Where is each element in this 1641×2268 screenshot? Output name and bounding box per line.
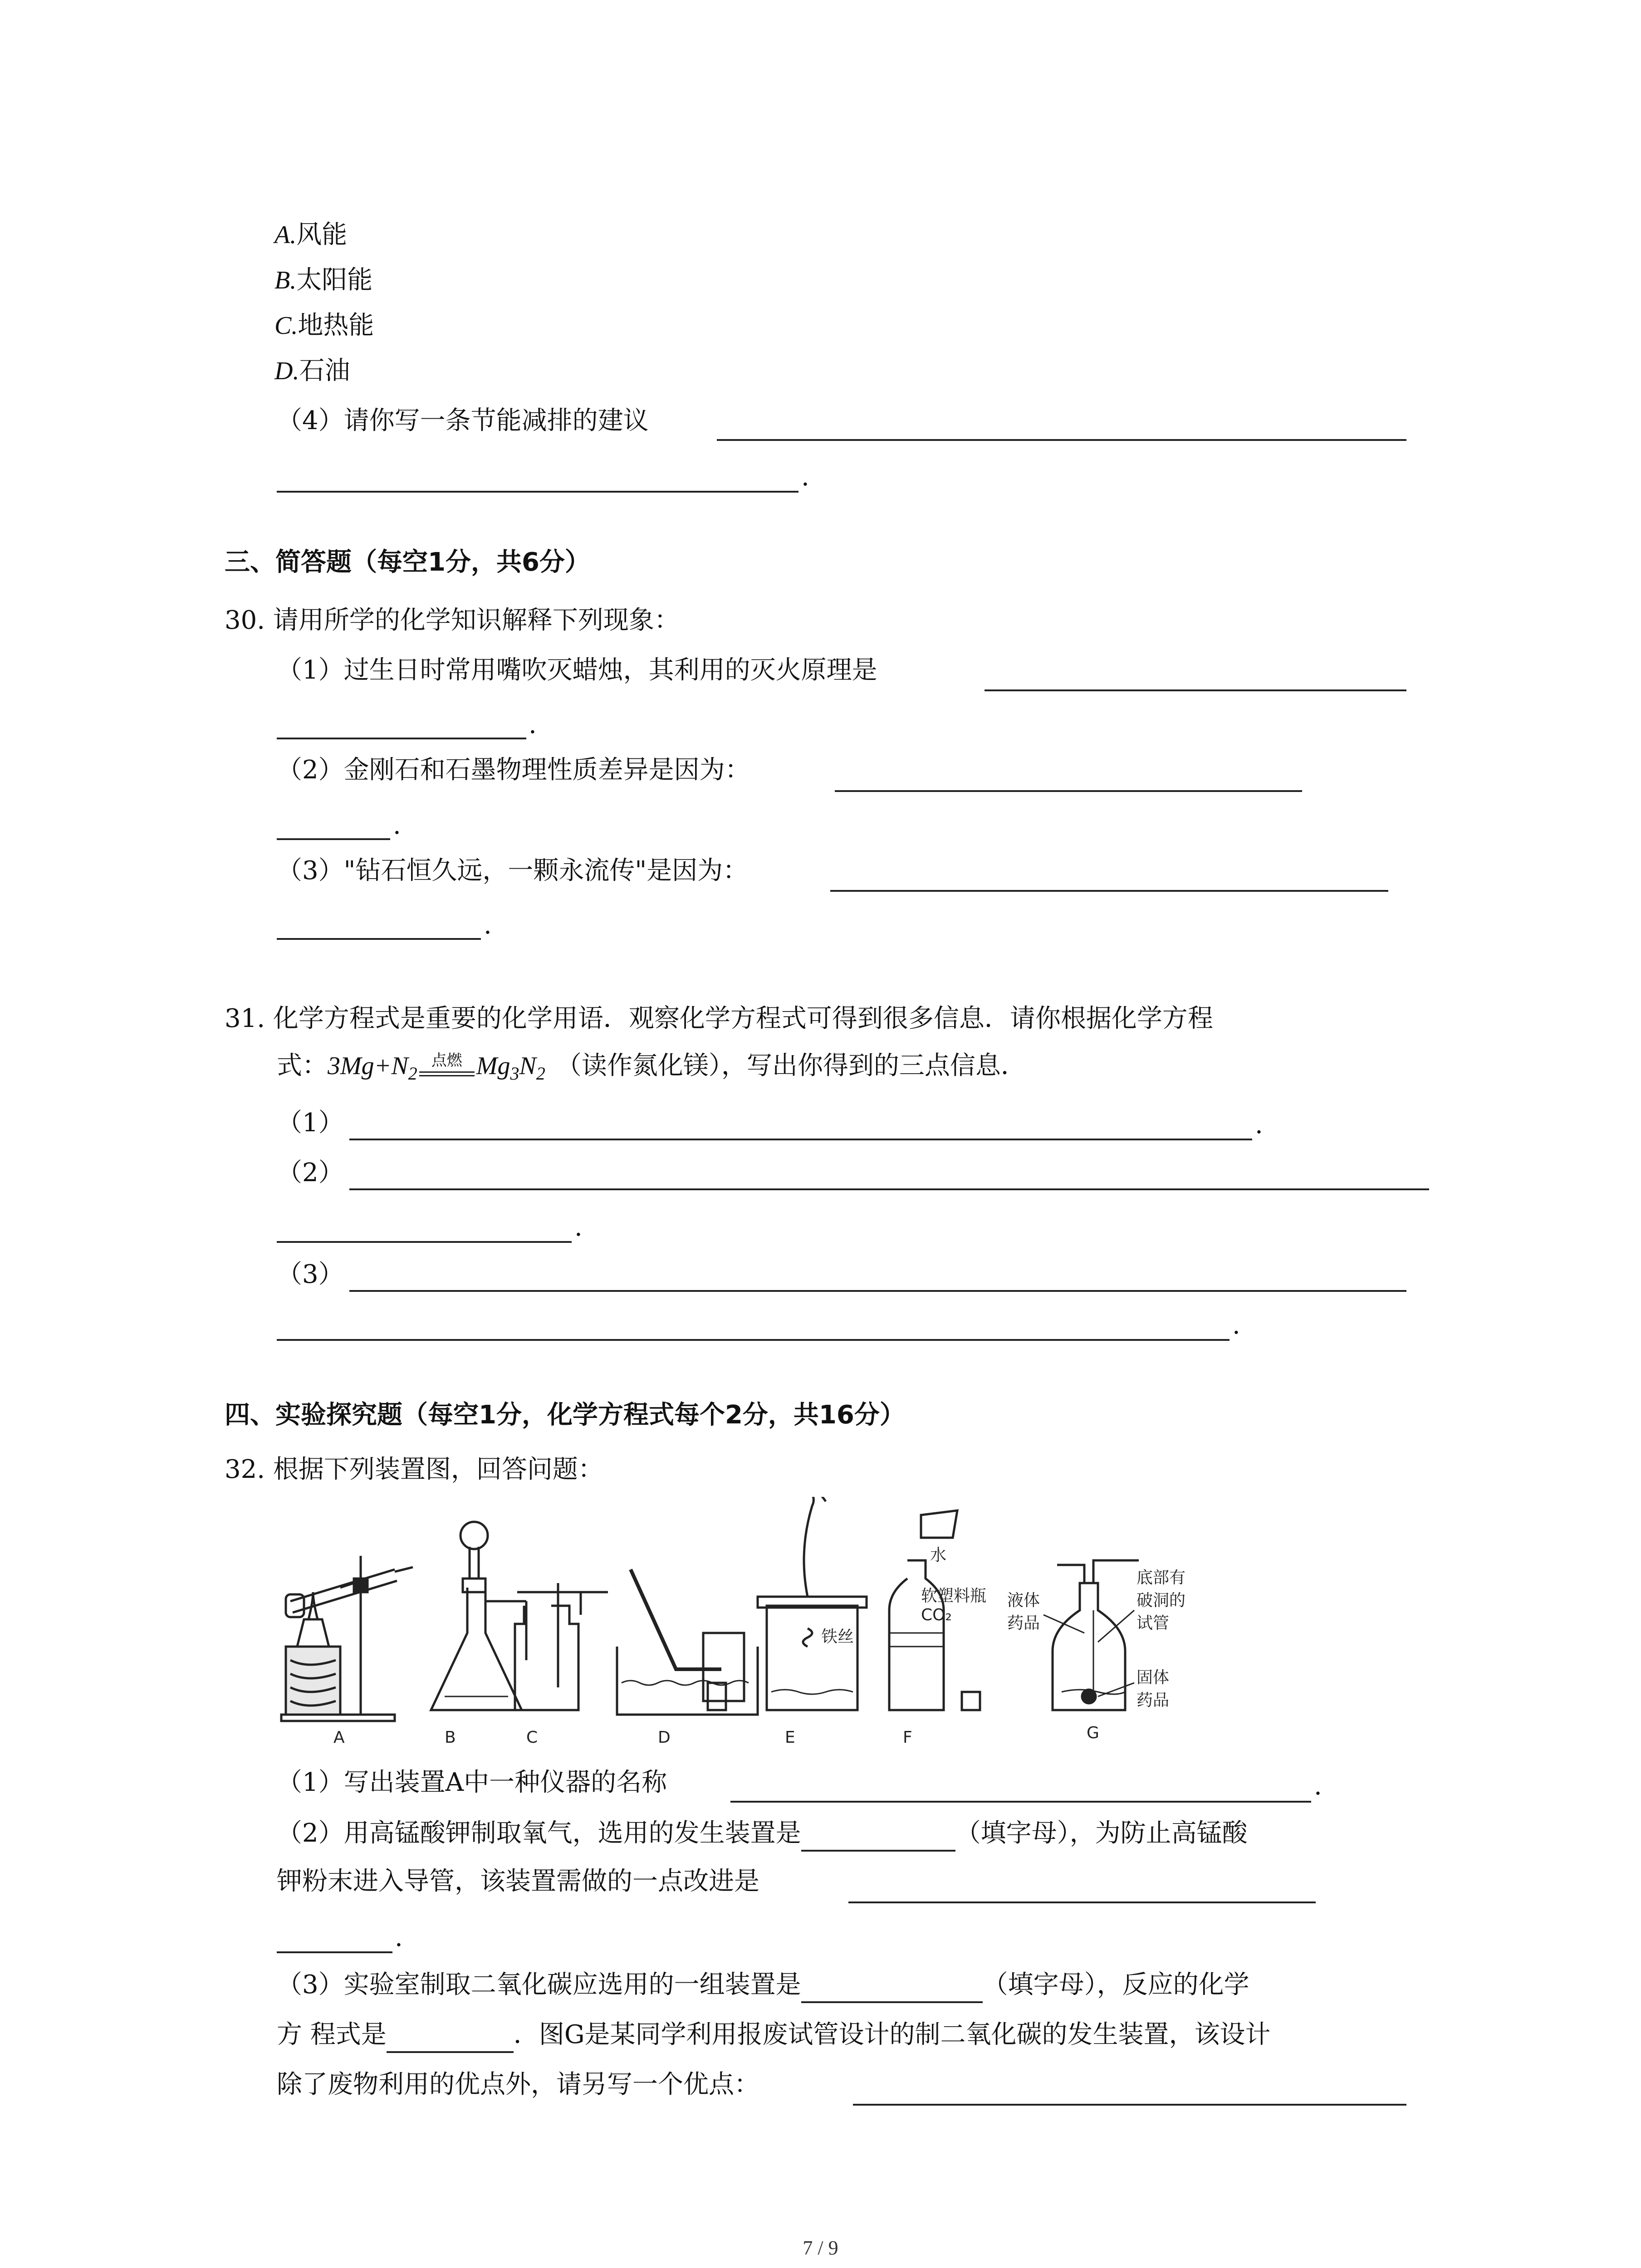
answer-blank[interactable] [717,439,1406,441]
apparatus-b-drawing [431,1522,526,1710]
q31-part2: （2） [277,1158,344,1188]
sentence-end: . [574,1212,583,1242]
answer-blank[interactable] [801,1976,983,2003]
figure-label-f: F [903,1728,912,1747]
equation-suffix: （读作氮化镁），写出你得到的三点信息． [556,1051,1026,1080]
q32-part2-text: （填字母），为防止高锰酸 [955,1818,1248,1848]
answer-blank[interactable] [277,1951,392,1953]
answer-blank[interactable] [277,1339,1230,1341]
label-liquid-1: 液体 [1007,1591,1040,1610]
answer-blank[interactable] [349,1290,1406,1292]
option-text: 太阳能 [296,265,373,295]
answer-blank[interactable] [277,938,481,940]
sentence-end: . [1255,1110,1263,1139]
answer-blank[interactable] [387,2026,514,2053]
sentence-end: . [1314,1771,1322,1801]
equation-reactants [328,1052,417,1084]
question-32-stem: 32. 根据下列装置图，回答问题： [225,1455,603,1484]
answer-blank[interactable] [853,2104,1406,2106]
product-text: Mg [476,1052,510,1080]
answer-blank[interactable] [277,1241,572,1243]
answer-blank[interactable] [985,689,1406,691]
option-letter: B. [274,266,297,294]
figure-label-g: G [1087,1724,1099,1742]
apparatus-d-drawing [617,1569,758,1715]
option-letter: A. [274,221,297,249]
q29-part4: （4）请你写一条节能减排的建议 [277,406,649,435]
label-iron-wire: 铁丝 [821,1628,854,1646]
q31-part1: （1） [277,1108,344,1138]
q32-part3-line2 [277,2017,1271,2053]
label-tube-1: 底部有 [1136,1569,1186,1587]
q32-part2-text: （2）用高锰酸钾制取氧气，选用的发生装置是 [277,1818,801,1848]
apparatus-drawing [272,1497,1225,1751]
q32-part1: （1）写出装置A中一种仪器的名称 [277,1768,667,1797]
answer-blank[interactable] [349,1188,1429,1190]
equation-product [476,1052,545,1084]
option-c [274,308,374,344]
label-solid-2: 药品 [1136,1691,1170,1710]
apparatus-g-drawing [1043,1560,1139,1710]
sentence-end: . [393,811,401,840]
option-a [274,217,347,253]
q30-part1: （1）过生日时常用嘴吹灭蜡烛，其利用的灭火原理是 [277,655,877,685]
q32-part2 [277,1815,1248,1852]
sentence-end: . [484,910,492,940]
q32-part3-text: ．图G是某同学利用报废试管设计的制二氧化碳的发生装置，该设计 [513,2020,1271,2049]
sentence-end: . [1232,1310,1240,1340]
reaction-arrow [417,1051,476,1080]
apparatus-figure [272,1497,1225,1751]
answer-blank[interactable] [277,491,798,493]
answer-blank[interactable] [277,738,526,739]
q31-part3: （3） [277,1260,344,1289]
q30-part2: （2）金刚石和石墨物理性质差异是因为： [277,755,750,785]
q30-part3: （3）"钻石恒久远，一颗永流传"是因为： [277,856,749,885]
option-text: 风能 [296,220,348,249]
q32-part3-text: （填字母），反应的化学 [982,1970,1249,1999]
q32-part2-line2: 钾粉末进入导管，该装置需做的一点改进是 [277,1867,759,1896]
question-30-stem: 30. 请用所学的化学知识解释下列现象： [225,606,680,635]
figure-label-a: A [333,1728,345,1747]
label-plastic-bottle: 软塑料瓶 [921,1587,987,1605]
answer-blank[interactable] [730,1801,1311,1803]
answer-blank[interactable] [848,1901,1316,1903]
label-water: 水 [930,1546,947,1564]
subscript: 2 [536,1063,545,1084]
answer-blank[interactable] [830,890,1388,892]
answer-blank[interactable] [349,1139,1252,1140]
reaction-condition: 点燃 [431,1051,462,1070]
q32-part3-text: 方 程式是 [277,2020,387,2049]
section-title: 四、实验探究题（每空1分，化学方程式每个2分，共16分） [225,1400,905,1430]
option-b [274,262,372,298]
apparatus-e-drawing [758,1497,867,1710]
answer-blank[interactable] [801,1824,955,1852]
question-31-stem: 31. 化学方程式是重要的化学用语．观察化学方程式可得到很多信息．请你根据化学方程 [225,1004,1213,1033]
equation-prefix: 式： [277,1051,328,1080]
option-letter: D. [274,357,299,385]
q32-part3-text: （3）实验室制取二氧化碳应选用的一组装置是 [277,1970,801,1999]
apparatus-c-drawing [515,1583,608,1710]
figure-label-e: E [785,1728,795,1747]
sentence-end: . [801,462,809,492]
sentence-end: . [395,1923,403,1952]
q32-part3-line3: 除了废物利用的优点外，请另写一个优点： [277,2070,759,2099]
label-liquid-2: 药品 [1007,1614,1040,1633]
label-co2: CO₂ [921,1606,952,1624]
product-text: N [519,1052,536,1080]
label-tube-2: 破洞的 [1136,1591,1186,1610]
figure-label-d: D [658,1728,671,1747]
q32-part3 [277,1967,1249,2003]
option-text: 石油 [299,356,350,386]
section-title: 三、简答题（每空1分，共6分） [225,547,590,577]
option-letter: C. [274,312,298,340]
label-tube-3: 试管 [1136,1614,1170,1633]
subscript: 2 [408,1063,417,1084]
reactant-text: 3Mg+N [328,1052,408,1080]
option-d [274,353,350,389]
option-text: 地热能 [298,311,374,340]
answer-blank[interactable] [277,838,390,840]
sentence-end: . [529,710,537,739]
label-solid-1: 固体 [1136,1668,1170,1687]
subscript: 3 [510,1063,519,1084]
answer-blank[interactable] [835,790,1302,792]
apparatus-a-drawing [281,1556,413,1721]
page-number: 7 / 9 [803,2237,838,2259]
figure-label-c: C [526,1728,538,1747]
q31-equation-line [277,1048,1026,1092]
figure-label-b: B [445,1728,456,1747]
